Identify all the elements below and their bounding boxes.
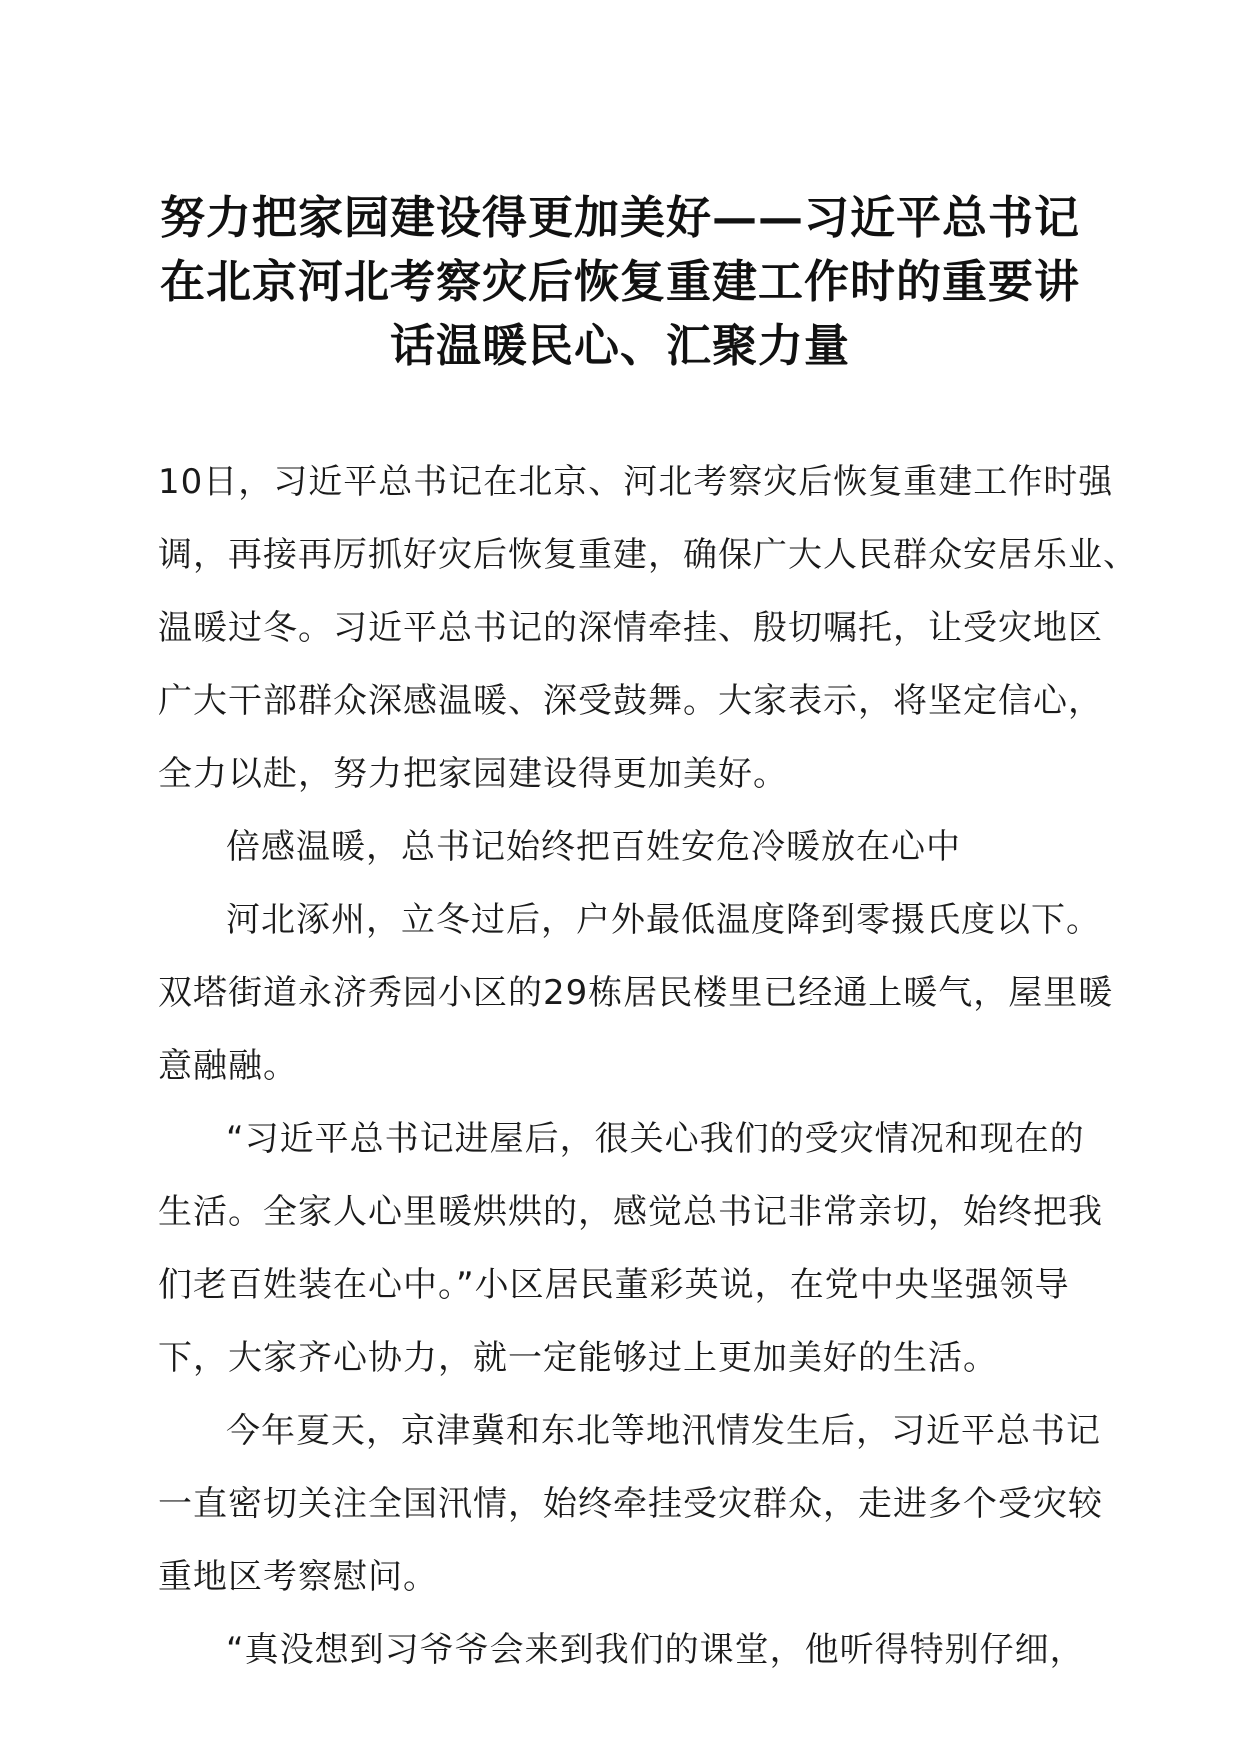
title-line: 在北京河北考察灾后恢复重建工作时的重要讲 — [159, 255, 1080, 308]
text-line: 意融融。 — [158, 1046, 298, 1086]
section-heading — [158, 811, 1083, 884]
text-line: 倍感温暖，总书记始终把百姓安危冷暖放在心中 — [226, 827, 961, 867]
text-line: 重地区考察慰问。 — [158, 1557, 438, 1597]
paragraph-intro — [158, 446, 1138, 811]
document-title — [150, 186, 1090, 378]
paragraph — [158, 1395, 1103, 1614]
text-line: 下，大家齐心协力，就一定能够过上更加美好的生活。 — [158, 1338, 998, 1378]
text-line: 调，再接再厉抓好灾后恢复重建，确保广大人民群众安居乐业、 — [158, 535, 1138, 575]
text-line: 温暖过冬。习近平总书记的深情牵挂、殷切嘱托，让受灾地区 — [158, 608, 1103, 648]
paragraph-quote — [158, 1103, 1103, 1395]
text-line: 们老百姓装在心中。”小区居民董彩英说，在党中央坚强领导 — [158, 1265, 1070, 1305]
text-line: 今年夏天，京津冀和东北等地汛情发生后，习近平总书记 — [226, 1411, 1101, 1451]
text-line: 双塔街道永济秀园小区的29栋居民楼里已经通上暖气，屋里暖 — [158, 973, 1114, 1013]
text-line: 一直密切关注全国汛情，始终牵挂受灾群众，走进多个受灾较 — [158, 1484, 1103, 1524]
text-line: “真没想到习爷爷会来到我们的课堂，他听得特别仔细， — [226, 1630, 1085, 1670]
title-line: 努力把家园建设得更加美好——习近平总书记 — [159, 191, 1080, 244]
document-body — [158, 446, 1138, 1687]
paragraph-quote — [158, 1614, 1083, 1687]
text-line: 全力以赴，努力把家园建设得更加美好。 — [158, 754, 788, 794]
text-line: 生活。全家人心里暖烘烘的，感觉总书记非常亲切，始终把我 — [158, 1192, 1103, 1232]
text-line: 10日，习近平总书记在北京、河北考察灾后恢复重建工作时强 — [158, 462, 1114, 502]
text-line: 河北涿州，立冬过后，户外最低温度降到零摄氏度以下。 — [226, 900, 1101, 940]
paragraph — [158, 884, 1114, 1103]
text-line: “习近平总书记进屋后，很关心我们的受灾情况和现在的 — [226, 1119, 1085, 1159]
title-line: 话温暖民心、汇聚力量 — [389, 319, 850, 372]
text-line: 广大干部群众深感温暖、深受鼓舞。大家表示，将坚定信心， — [158, 681, 1103, 721]
